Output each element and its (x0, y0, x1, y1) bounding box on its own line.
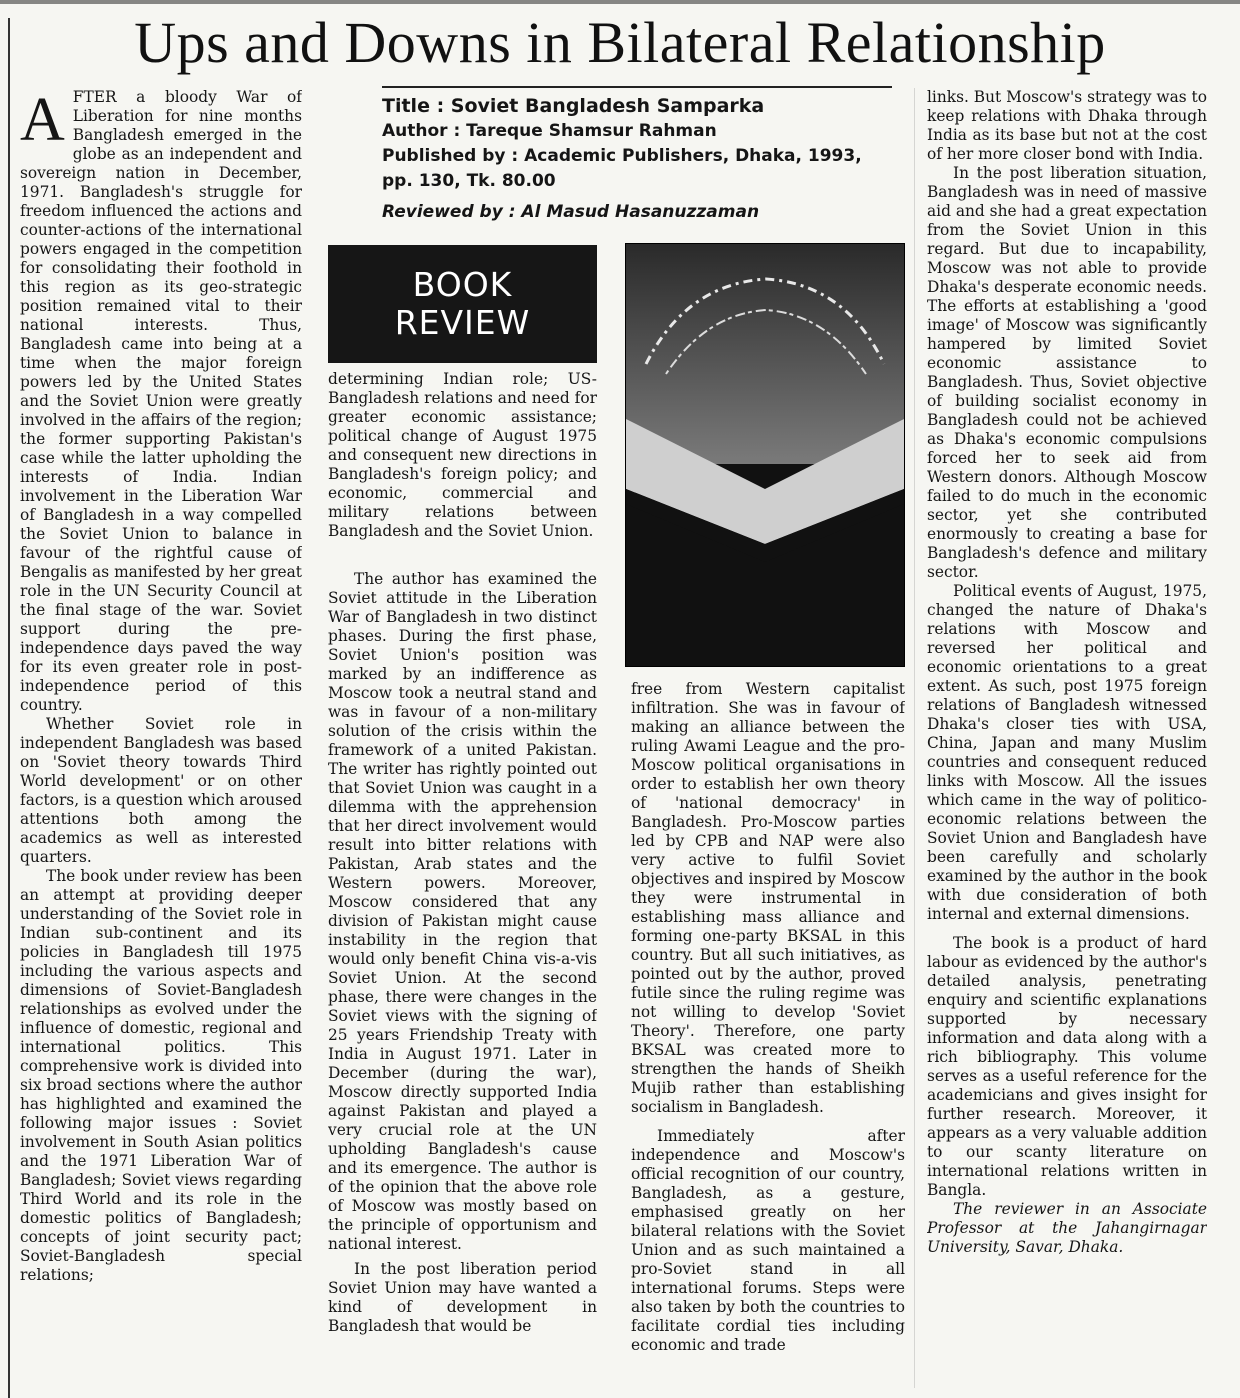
page-title: Ups and Downs in Bilateral Relationship (134, 10, 1106, 75)
paragraph: In the post liberation situation, Bangladesh was in need of massive aid and she had a great expectation from the Soviet Union in this regard. But due to incapability, Moscow was not able to provide Dhaka's desperate economic needs. The efforts at establishing a 'good image' of Moscow was significantly hampered by limited Soviet economic assistance to Bangladesh. Thus, Soviet objective of building socialist economy in Bangladesh could not be achieved as Dhaka's economic compulsions forced her to seek aid from Western donors. Although Moscow failed to do much in the economic sector, yet she contributed enormously to creating a base for Bangladesh's defence and military sector. (927, 164, 1207, 581)
reviewer-credit: The reviewer in an Associate Professor at the Jahangirnagar University, Savar, Dhaka. (927, 1200, 1207, 1256)
article-column-1 (20, 88, 302, 1398)
paragraph: Political events of August, 1975, changed the nature of Dhaka's relations with Moscow and reversed her political and economic orientations to a great extent. As such, post 1975 foreign relations of Bangladesh witnessed Dhaka's closer ties with USA, China, Japan and many Muslim countries and consequent reduced links with Moscow. All the issues which came in the way of politico-economic relations between the Soviet Union and Bangladesh have been carefully and scholarly examined by the author in the book with due consideration of both internal and external dimensions. (927, 582, 1207, 923)
paragraph: FTER a bloody War of Liberation for nine months Bangladesh emerged in the globe as an independent and sovereign nation in December, 1971. Bangladesh's struggle for freedom influenced the actions and counter-actions of the international powers engaged in the competition for consolidating their foothold in this region as its geo-strategic position remained vital to their national interests. Thus, Bangladesh came into being at a time when the major foreign powers led by the United States and the Soviet Union were greatly involved in the affairs of the region; the former supporting Pakistan's case while the latter upholding the interests of India. Indian involvement in the Liberation War of Bangladesh in a way compelled the Soviet Union to balance in favour of the rightful cause of Bengalis as manifested by her great role in the UN Security Council at the final stage of the war. Soviet support during the pre-independence days paved the way for its even greater role in post-independence period of this country. (20, 88, 302, 714)
paragraph: free from Western capitalist infiltration. She was in favour of making an alliance between the ruling Awami League and the pro-Moscow political organisations in order to establish her own theory of 'national democracy' in Bangladesh. Pro-Moscow parties led by CPB and NAP were also very active to fulfil Soviet objectives and inspired by Moscow they were instrumental in establishing mass alliance and forming one-party BKSAL in this country. But all such initiatives, as pointed out by the author, proved futile since the ruling regime was not willing to develop 'Soviet Theory'. Therefore, one party BKSAL was created more to strengthen the hands of Sheikh Mujib rather than establishing socialism in Bangladesh. (631, 680, 905, 1116)
book-author: Author : Tareque Shamsur Rahman (382, 121, 717, 141)
book-reviewer: Reviewed by : Al Masud Hasanuzzaman (382, 202, 760, 222)
book-title: Title : Soviet Bangladesh Samparka (382, 95, 765, 117)
paragraph: Whether Soviet role in independent Bangladesh was based on 'Soviet theory towards Third World development' or on other factors, is a question which aroused attentions both among the academics as well as interested quarters. (20, 715, 302, 866)
book-publisher: Published by : Academic Publishers, Dhaka, 1993, (382, 146, 862, 166)
paragraph: The book under review has been an attempt at providing deeper understanding of the Soviet role in Indian sub-continent and its policies in Bangladesh till 1975 including the various aspects and dimensions of Soviet-Bangladesh relationships as evolved under the influence of domestic, regional and international politics. This comprehensive work is divided into six broad sections where the author has highlighted and examined the following major issues : Soviet involvement in South Asian politics and the 1971 Liberation War of Bangladesh; Soviet views regarding Third World and its role in the domestic politics of Bangladesh; concepts of joint security pact; Soviet-Bangladesh special relations; (20, 867, 302, 1284)
banner-line-1: BOOK (412, 265, 513, 304)
banner-line-2: REVIEW (394, 303, 531, 342)
paragraph: The book is a product of hard labour as evidenced by the author's detailed analysis, penetrating enquiry and scientific explanations supported by necessary information and data along with a rich bibliography. This volume serves as a useful reference for the academicians and gives insight for further research. Moreover, it appears as a very valuable addition to our scanty literature on international relations written in Bangla. (927, 934, 1207, 1199)
left-column-rule (8, 18, 10, 1398)
book-review-banner (328, 245, 597, 363)
book-info-box (382, 86, 892, 225)
book-pages-price: pp. 130, Tk. 80.00 (382, 171, 556, 191)
book-cover-art (626, 244, 904, 666)
top-rule (0, 0, 1240, 4)
article-column-4 (927, 88, 1207, 1340)
article-column-2-top (328, 370, 597, 558)
article-column-3 (631, 680, 905, 1398)
paragraph: Immediately after independence and Moscow's official recognition of our country, Bangladesh, as a gesture, emphasised greatly on her bilateral relations with the Soviet Union and as such maintained a pro-Soviet stand in all international forums. Steps were also taken by both the countries to facilitate cordial ties including economic and trade (631, 1127, 905, 1354)
book-cover-image (625, 243, 905, 667)
paragraph: links. But Moscow's strategy was to keep relations with Dhaka through India as its base but not at the cost of her more closer bond with India. (927, 88, 1207, 163)
column-divider (914, 88, 915, 1388)
article-column-2 (328, 570, 597, 1398)
paragraph: determining Indian role; US-Bangladesh relations and need for greater economic assistance; political change of August 1975 and consequent new directions in Bangladesh's foreign policy; and economic, commercial and military relations between Bangladesh and the Soviet Union. (328, 370, 597, 540)
info-rule (382, 86, 892, 88)
paragraph: In the post liberation period Soviet Union may have wanted a kind of development in Bangladesh that would be (328, 1260, 597, 1335)
drop-cap: A (20, 88, 65, 154)
paragraph: The author has examined the Soviet attitude in the Liberation War of Bangladesh in two distinct phases. During the first phase, Soviet Union's position was marked by an indifference as Moscow took a neutral stand and was in favour of a non-military solution of the crisis within the framework of a united Pakistan. The writer has rightly pointed out that Soviet Union was caught in a dilemma with the apprehension that her direct involvement would result into bitter relations with Pakistan, Arab states and the Western powers. Moreover, Moscow considered that any division of Pakistan might cause instability in the region that would only benefit China vis-a-vis Soviet Union. At the second phase, there were changes in the Soviet views with the signing of 25 years Friendship Treaty with India in August 1971. Later in December (during the war), Moscow directly supported India against Pakistan and played a very crucial role at the UN upholding Bangladesh's cause and its emergence. The author is of the opinion that the above role of Moscow was mostly based on the principle of opportunism and national interest. (328, 570, 597, 1253)
